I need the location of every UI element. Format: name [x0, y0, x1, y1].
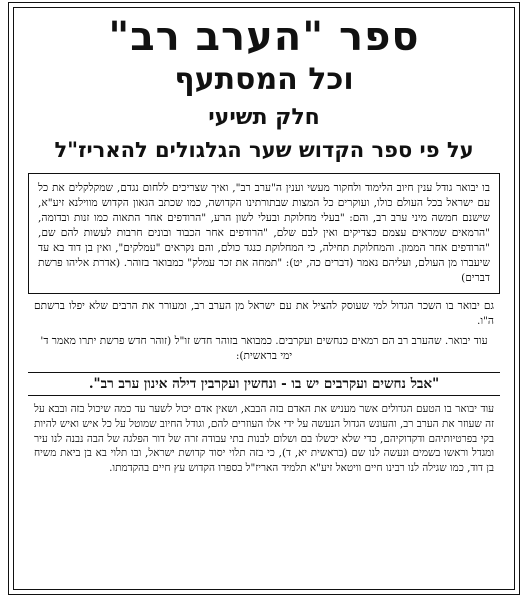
zohar-quote: "אבל נחשים ועקרבים יש בו - ונחשין ועקרבין דילה אינון ערב רב". — [28, 372, 500, 396]
book-title: ספר "הערב רב" — [108, 14, 420, 60]
description-box — [28, 173, 500, 294]
page-border — [8, 2, 520, 595]
reward-paragraph: גם יבואר בו השכר הגדול למי שעוסק להציל את עם ישראל מן הערב רב, ומעורר את הרבים שלא יפלו ברשתם ה"ו. — [34, 299, 494, 327]
closing-paragraph: עוד יבואר בו הטעם הגדולים אשר מעניש את האדם בזה הבבא, ושאין אדם יכול לשער עד כמה שיכול בזה ובבא על זה שעוזר את הערב רב, והעונש הגדול הנעשה על ידי אלו העוזרים להם, וגודל החיוב שמוטל על כל איש ואיש להיות בקי בפרטיותיהם ודקדוקיהם, כדי שלא יכשלו בם ושלום לבנות בתי עבודה זרה של דור הפלגה של הבה נבנה לנו עיר ומגדל וראשו בשמים ונעשה לנו שם (בראשית יא, ד), כי בזה תלוי יסוד קדושת ישראל, ובו תלוי בא בן ביאת משיח בן דוד, כמו שגילה לנו רבינו חיים וויטאל זיע"א תלמיד האריז"ל בספרו הקדוש עץ חיים בהקדמתו. — [34, 402, 494, 475]
zohar-intro: עוד יבואר. שהערב רב הם רמאים כנחשים ועקרבים. כמבואר בזוהר חדש זו"ל (זוהר חדש פרשת יתרו מאמר ד' ימי בראשית): — [40, 334, 488, 362]
description-text: בו יבואר גודל ענין חיוב הלימוד ולחקור מעשי וענין ה"ערב רב", ואיך שצריכים ללחום נגדם, שמקלקלים את כל עם ישראל בכל העולם כולו, ועוקרים כל המצות שבתורתינו הקדושה, כמו שכתב הגאון הקדוש מווילנא זיע"א, שישנם חמשה מיני ערב רב, והם: "בעלי מחלוקת ובעלי לשון הרע, "הרודפים אחר התאוה כמו זנות ובדומה, "הרמאים שמראים עצמם כצדיקים ואין לבם שלם, "הרודפים אחר הכבוד ובונים חרבות לעשות להם שם, "הרודפים אחר הממון. והמחלוקת תחילה, כי המחלוקת כנגד כולם, והם נקראים "עמלקים", ואין בן דוד בא עד שיעברו מן העולם, ועליהם נאמר (דברים כה, יט): "תמחה את זכר עמלק" כמבואר בזוהר. (אדרת אליהו פרשת דברים) — [38, 181, 490, 284]
book-subtitle: וכל המסתעף — [174, 62, 354, 97]
basis-line: על פי ספר הקדוש שער הגלגולים להאריז"ל — [54, 137, 474, 162]
page-inner-border — [13, 7, 515, 590]
part-label: חלק תשיעי — [208, 104, 320, 130]
